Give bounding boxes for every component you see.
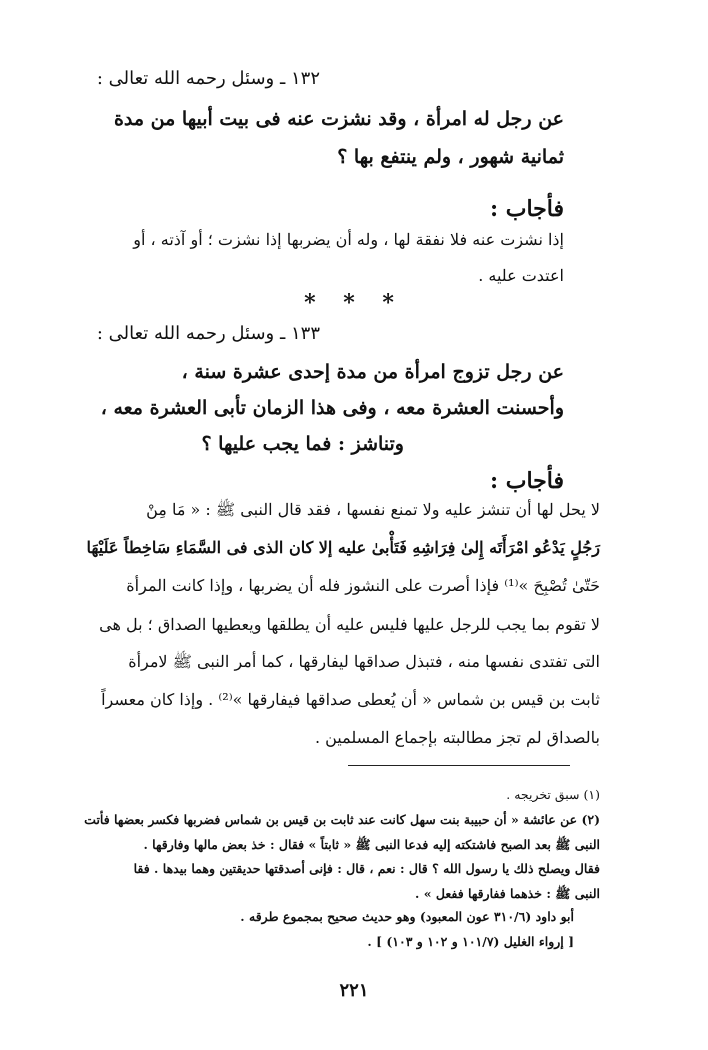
question-133-line-1: عن رجل تزوج امرأة من مدة إحدى عشرة سنة ،: [181, 361, 564, 383]
question-132-line-1: عن رجل له امرأة ، وقد نشزت عنه فى بيت أبيها من مدة: [113, 108, 564, 130]
page-number: ٢٢١: [339, 980, 369, 1001]
footnote-2-reference: [ إرواء الغليل (١٠١/٧ و ١٠٢ و ١٠٣) ] .: [367, 934, 574, 949]
question-133-line-2: وأحسنت العشرة معه ، وفى هذا الزمان تأبى العشرة معه ،: [100, 397, 564, 419]
footnote-2-line-4: النبى ﷺ : خذهما ففارقها ففعل » .: [415, 886, 600, 901]
footnote-2-source: أبو داود (٣١٠/٦ عون المعبود) وهو حديث صحيح بمجموع طرقه .: [240, 909, 574, 924]
question-132-heading: ١٣٢ ـ وسئل رحمه الله تعالى :: [96, 68, 320, 89]
footnote-1: (١) سبق تخريجه .: [506, 787, 600, 802]
question-133-line-3: وتناشز : فما يجب عليها ؟: [201, 433, 404, 455]
answer-132-label: فأجاب :: [489, 196, 564, 222]
answer-133-line-6: ثابت بن قيس بن شماس « أن يُعطى صداقها فيفارقها »⁽²⁾ . وإذا كان معسراً: [101, 690, 600, 709]
answer-132-line-1: إذا نشزت عنه فلا نفقة لها ، وله أن يضربها إذا نشزت ؛ أو آذته ، أو: [133, 230, 564, 249]
footnote-rule: [348, 765, 570, 766]
section-separator: * * *: [304, 290, 404, 316]
answer-133-line-7: بالصداق لم تجز مطالبته بإجماع المسلمين .: [314, 728, 600, 747]
question-133-heading: ١٣٣ ـ وسئل رحمه الله تعالى :: [96, 323, 320, 344]
answer-133-line-3: حَتّىٰ تُصْبِحَ »⁽¹⁾ فإذا أصرت على النشوز فله أن يضربها ، وإذا كانت المرأة: [126, 576, 600, 595]
answer-133-line-2: رَجُلٍ يَدْعُو امْرَأَتَه إِلىٰ فِرَاشِهِ فَتَأْبىٰ عليه إلا كان الذى فى السَّمَاءِ سَاخِطاً عَلَيْهَا: [86, 538, 600, 557]
footnote-2-line-2: النبى ﷺ بعد الصبح فاشتكته إليه فدعا النبى ﷺ « ثابتاً » فقال : خذ بعض مالها وفارقها .: [143, 837, 600, 852]
answer-133-line-4: لا تقوم بما يجب للرجل عليها فليس عليه أن يطلقها ويعطيها الصداق ؛ بل هى: [99, 615, 600, 634]
question-132-line-2: ثمانية شهور ، ولم ينتفع بها ؟: [337, 146, 564, 168]
answer-132-line-2: اعتدت عليه .: [478, 266, 564, 285]
footnote-2-line-1: (٢) عن عائشة « أن حبيبة بنت سهل كانت عند ثابت بن قيس بن شماس فضربها فكسر بعضها فأتت: [84, 812, 600, 827]
answer-133-line-5: التى تفتدى نفسها منه ، فتبذل صداقها ليفارقها ، كما أمر النبى ﷺ لامرأة: [128, 652, 600, 671]
answer-133-line-1: لا يحل لها أن تنشز عليه ولا تمنع نفسها ، فقد قال النبى ﷺ : « مَا مِنْ: [146, 500, 600, 519]
footnote-2-line-3: فقال ويصلح ذلك يا رسول الله ؟ قال : نعم ، قال : فإنى أصدقتها حديقتين وهما بيدها . فقا: [133, 861, 600, 876]
answer-133-label: فأجاب :: [489, 468, 564, 494]
